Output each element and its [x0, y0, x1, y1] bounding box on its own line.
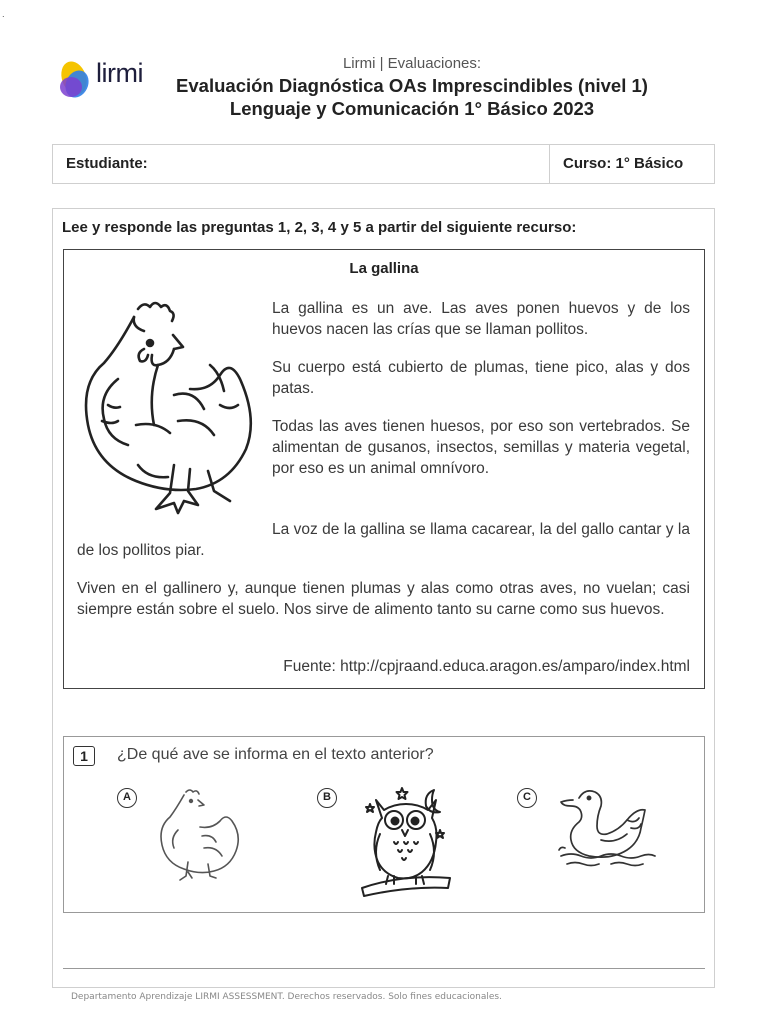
owl-option-icon[interactable] — [358, 784, 454, 900]
student-label: Estudiante: — [66, 155, 148, 172]
duck-option-icon[interactable] — [557, 786, 659, 872]
reading-paragraph: Su cuerpo está cubierto de plumas, tiene pico, alas y dos patas. — [272, 359, 690, 397]
reading-paragraph: La voz de la gallina se llama cacarear, la del gallo cantar y la de los pollitos piar. — [77, 521, 690, 559]
logo-wordmark: lirmi — [96, 58, 143, 88]
reading-title: La gallina — [349, 260, 419, 277]
header-subtitle: Lirmi | Evaluaciones: — [342, 55, 482, 72]
stray-mark: . — [2, 10, 5, 19]
student-divider — [549, 144, 550, 184]
reading-paragraph: La gallina es un ave. Las aves ponen huevos y de los huevos nacen las crías que se llaman pollitos. — [272, 300, 690, 338]
footer-text: Departamento Aprendizaje LIRMI ASSESSMENT. Derechos reservados. Solo fines educacionales. — [71, 992, 502, 1002]
page-title: Evaluación Diagnóstica OAs Imprescindibles (nivel 1) Lenguaje y Comunicación 1° Básico 2023 — [176, 75, 648, 119]
option-c[interactable]: C — [517, 788, 537, 808]
reading-paragraph: Viven en el gallinero y, aunque tienen plumas y alas como otras aves, no vuelan; casi siempre están sobre el suelo. Nos sirve de alimento tanto su carne como sus huevos. — [77, 580, 690, 618]
question-number: 1 — [73, 746, 95, 766]
divider — [63, 968, 705, 969]
option-b[interactable]: B — [317, 788, 337, 808]
reading-paragraph: Todas las aves tienen huesos, por eso son vertebrados. Se alimentan de gusanos, insectos, semillas y materia vegetal, por eso es un animal omnívoro. — [272, 418, 690, 477]
course-label: Curso: 1° Básico — [563, 155, 684, 172]
section-instruction: Lee y responde las preguntas 1, 2, 3, 4 y 5 a partir del siguiente recurso: — [62, 219, 577, 236]
option-a[interactable]: A — [117, 788, 137, 808]
question-text: ¿De qué ave se informa en el texto anterior? — [117, 746, 434, 763]
reading-source: Fuente: http://cpjraand.educa.aragon.es/amparo/index.html — [283, 658, 690, 675]
hen-option-icon[interactable] — [158, 786, 246, 884]
hen-illustration-icon — [78, 295, 268, 525]
